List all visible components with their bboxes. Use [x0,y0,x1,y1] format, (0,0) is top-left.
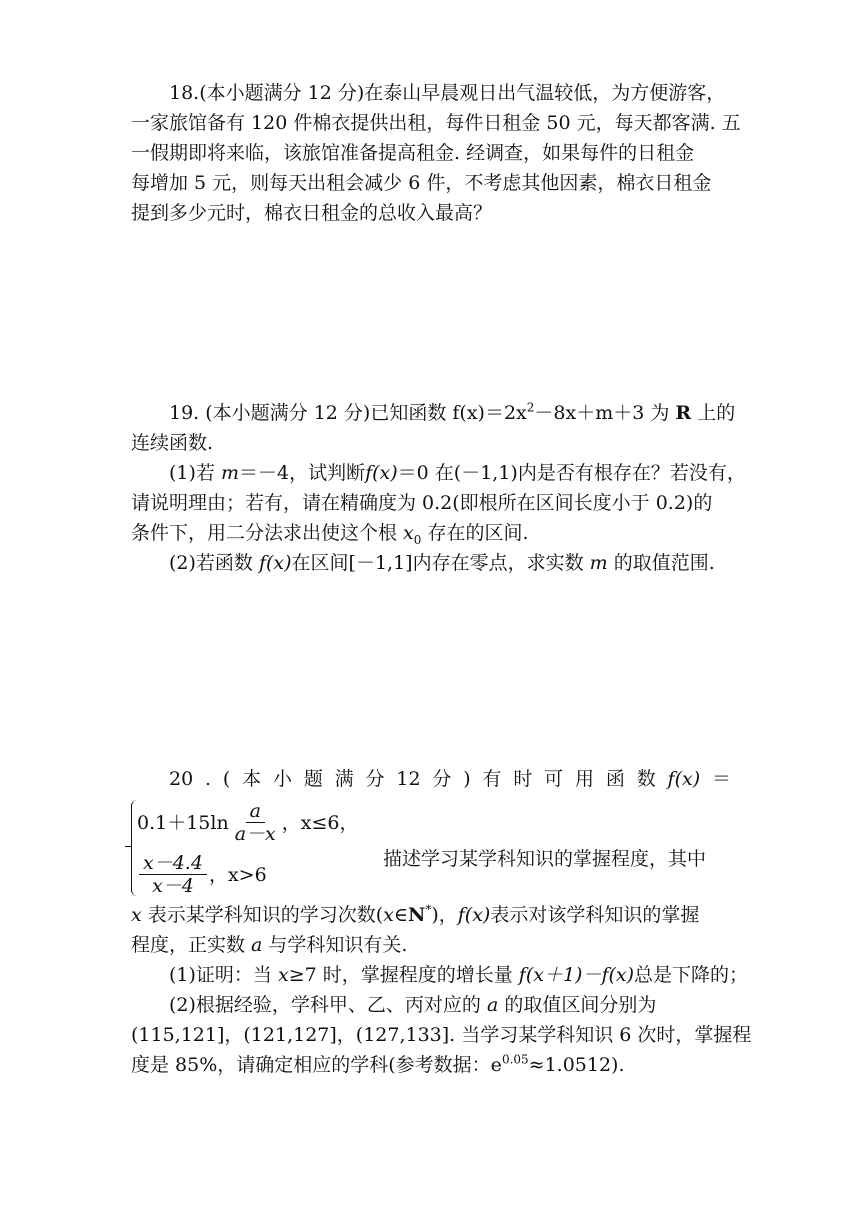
q20-part-2-line-2: (115,121]，(121,127]，(127,133]. 当学习某学科知识 6 次时，掌握程 [131,1024,752,1046]
piecewise-case-2 [137,852,267,897]
q20-head-char: 题 [303,768,323,790]
case-1-condition: ，x≤6， [281,811,359,834]
question-20-body [131,900,752,1080]
q19-part-1-line-2: 请说明理由；若有，请在精确度为 0.2(即根所在区间长度小于 0.2)的 [131,492,713,514]
q20-line-1: x 表示某学科知识的学习次数(x∈N*)，f(x)表示对该学科知识的掌握 [131,902,700,926]
q20-head-char: 满 [334,768,354,790]
case-2-condition: ，x>6 [208,863,267,886]
q20-part-2-line-3: 度是 85%，请确定相应的学科(参考数据：$e^{0.05}\approx 1.0512$). [131,1052,625,1076]
case-1-numerator: a [246,800,265,823]
question-18 [131,78,741,228]
q20-number: 20 [169,768,194,790]
q20-head-char: 时 [513,768,533,790]
q20-part-2: (2)根据经验，学科甲、乙、丙对应的 a 的取值区间分别为 [169,994,657,1016]
q20-head-char: 分 [432,768,452,790]
q20-head-char: 用 [575,768,595,790]
q20-head-char: 12 [396,768,421,790]
q20-head-char: 本 [242,768,262,790]
q20-head-char: ＝ [711,768,731,790]
q20-head-char: 有 [482,768,502,790]
q18-line-2: 一家旅馆备有 120 件棉衣提供出租，每件日租金 50 元，每天都客满. 五 [131,112,741,134]
q19-part-2: (2)若函数 f(x)在区间[－1,1]内存在零点，求实数 m 的取值范围. [169,552,715,574]
q20-head-char: 分 [365,768,385,790]
question-19 [131,398,746,578]
q20-description: 描述学习某学科知识的掌握程度，其中 [383,848,707,870]
q19-part-1-line-3: 条件下，用二分法求出使这个根 $x_0$ 存在的区间. [131,522,529,547]
case-1-fraction [231,800,280,845]
q19-part-1: (1)若 m＝－4，试判断f(x)＝0 在(－1,1)内是否有根存在？若没有， [169,462,746,484]
case-1-expression: 0.1＋15ln [137,811,229,834]
q20-line-2: 程度，正实数 a 与学科知识有关. [131,934,408,956]
q18-line-3: 一假期即将来临，该旅馆准备提高租金. 经调查，如果每件的日租金 [131,142,695,164]
case-2-numerator: x－4.4 [139,852,207,875]
q20-head-char: . [205,768,212,790]
case-2-denominator: x－4 [152,875,194,897]
q18-line-4: 每增加 5 元，则每天出租会减少 6 件，不考虑其他因素，棉衣日租金 [131,172,712,194]
q19-stem-line-2: 连续函数. [131,432,214,454]
piecewise-function [131,800,731,900]
piecewise-case-1 [137,800,359,845]
q20-head-char: 小 [272,768,292,790]
q20-head-char: 数 [636,768,656,790]
q20-head-char: 可 [544,768,564,790]
q20-heading [131,764,731,794]
q20-part-1: (1)证明：当 x≥7 时，掌握程度的增长量 f(x＋1)－f(x)总是下降的； [169,964,749,986]
q18-line-1: 18.(本小题满分 12 分)在泰山早晨观日出气温较低，为方便游客， [169,82,726,104]
q18-line-5: 提到多少元时，棉衣日租金的总收入最高？ [131,202,493,224]
q20-head-char: 函 [605,768,625,790]
case-2-fraction [139,852,207,897]
q19-stem-line-1: 19. (本小题满分 12 分)已知函数 $f(x)=2x^2-8x+m+3$ 为 R 上的 [169,400,736,424]
q20-head-fx: f(x) [667,768,701,790]
q20-head-char: ( [222,768,231,790]
case-1-denominator: a－x [234,823,276,845]
q20-head-char: ) [463,768,471,790]
